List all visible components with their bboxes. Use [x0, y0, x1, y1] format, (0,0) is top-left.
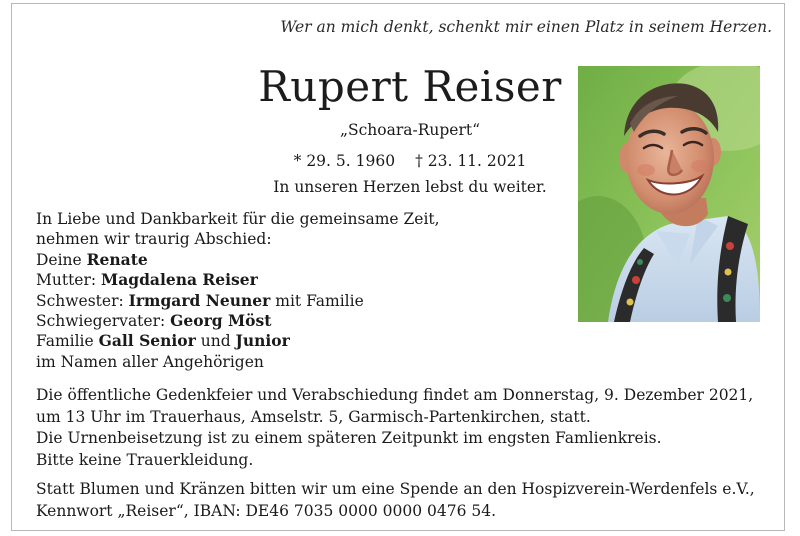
intro-line: nehmen wir traurig Abschied:: [36, 230, 272, 249]
mourner-relation: Mutter:: [36, 271, 102, 290]
birth-date: * 29. 5. 1960: [293, 152, 396, 170]
mourner-line-all: im Namen aller Angehörigen: [36, 352, 264, 371]
mourner-name: Renate: [86, 249, 148, 269]
life-dates: [230, 152, 590, 170]
portrait-photo: [578, 66, 760, 322]
mourner-line-sister: [36, 291, 440, 311]
mourner-name: Georg Möst: [170, 311, 272, 331]
mourner-line-father-in-law: [36, 311, 440, 331]
mourner-relation: Deine: [36, 250, 87, 269]
mourner-line-partner: [36, 250, 440, 270]
mourner-conjunction: und: [195, 332, 236, 351]
mourner-line-family: [36, 331, 440, 351]
mourner-name: Irmgard Neuner: [128, 290, 271, 310]
mourner-relation: Schwiegervater:: [36, 312, 171, 331]
donation-line: Statt Blumen und Kränzen bitten wir um eine Spende an den Hospizverein-Werdenfels e.V.,: [36, 480, 755, 498]
mourner-line-mother: [36, 270, 440, 290]
notice-line: Bitte keine Trauerkleidung.: [36, 450, 254, 469]
mourner-relation: Familie: [36, 332, 99, 351]
intro-line: In Liebe und Dankbarkeit für die gemeinsame Zeit,: [36, 210, 440, 228]
mourner-suffix: mit Familie: [270, 291, 364, 310]
mourner-name: Gall Senior: [98, 331, 196, 351]
memorial-line: In unseren Herzen lebst du weiter.: [273, 178, 547, 196]
deceased-name: Rupert Reiser: [258, 62, 562, 111]
mourners-list: [36, 209, 440, 372]
mourner-name: Magdalena Reiser: [101, 270, 258, 290]
mourner-name: Junior: [235, 331, 290, 351]
notice-line: um 13 Uhr im Trauerhaus, Amselstr. 5, Garmisch-Partenkirchen, statt.: [36, 407, 591, 426]
notice-line: Die Urnenbeisetzung ist zu einem späteren Zeitpunkt im engsten Famlienkreis.: [36, 429, 662, 447]
nickname: „Schoara-Rupert“: [339, 121, 481, 139]
notice-line: Die öffentliche Gedenkfeier und Verabschiedung findet am Donnerstag, 9. Dezember 2021,: [36, 386, 754, 404]
ceremony-notice: [36, 385, 755, 522]
motto: Wer an mich denkt, schenkt mir einen Platz in seinem Herzen.: [280, 18, 772, 36]
death-date: † 23. 11. 2021: [415, 152, 527, 170]
mourner-relation: Schwester:: [36, 291, 129, 310]
donation-line: Kennwort „Reiser“, IBAN: DE46 7035 0000 0000 0476 54.: [36, 501, 497, 520]
